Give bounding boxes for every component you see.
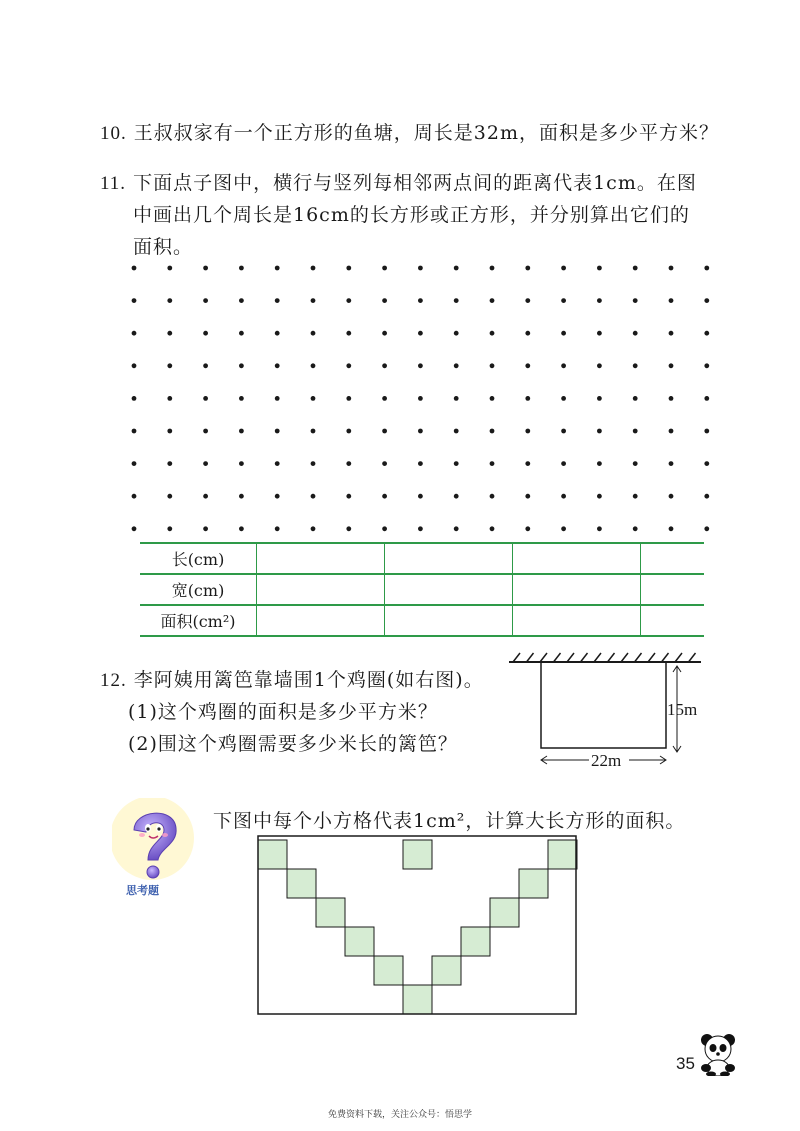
- row-label-width: 宽(cm): [140, 574, 257, 605]
- table-cell[interactable]: [257, 574, 385, 605]
- grid-dot[interactable]: [669, 526, 674, 531]
- grid-dot[interactable]: [203, 298, 208, 303]
- hatch-mark: [689, 653, 696, 662]
- hatch-mark: [608, 653, 615, 662]
- grid-dot[interactable]: [203, 429, 208, 434]
- problem-12: [100, 665, 484, 692]
- grid-dot[interactable]: [418, 298, 423, 303]
- table-cell[interactable]: [257, 605, 385, 636]
- grid-dot[interactable]: [239, 429, 244, 434]
- grid-dot[interactable]: [203, 396, 208, 401]
- grid-dot[interactable]: [561, 461, 566, 466]
- hatch-mark: [621, 653, 628, 662]
- grid-dot[interactable]: [669, 331, 674, 336]
- grid-dot[interactable]: [382, 429, 387, 434]
- panda-icon: [695, 1030, 741, 1076]
- grid-dot[interactable]: [275, 429, 280, 434]
- grid-dot[interactable]: [132, 331, 137, 336]
- grid-dot[interactable]: [275, 494, 280, 499]
- table-cell[interactable]: [512, 605, 640, 636]
- grid-dot[interactable]: [561, 494, 566, 499]
- grid-dot[interactable]: [167, 461, 172, 466]
- grid-dot[interactable]: [132, 298, 137, 303]
- grid-dot[interactable]: [525, 526, 530, 531]
- grid-dot[interactable]: [454, 526, 459, 531]
- table-cell[interactable]: [640, 543, 704, 574]
- grid-dot[interactable]: [311, 429, 316, 434]
- grid-dot[interactable]: [382, 331, 387, 336]
- grid-dot[interactable]: [311, 298, 316, 303]
- grid-dot[interactable]: [167, 266, 172, 271]
- grid-dot[interactable]: [669, 363, 674, 368]
- grid-dot[interactable]: [418, 429, 423, 434]
- problem-11-line1: 下面点子图中，横行与竖列每相邻两点间的距离代表1cm。在图: [133, 172, 697, 194]
- table-row: [140, 574, 704, 605]
- grid-dot[interactable]: [597, 363, 602, 368]
- grid-dot[interactable]: [597, 494, 602, 499]
- problem-12-sub2: (2)围这个鸡圈需要多少米长的篱笆？: [128, 733, 458, 755]
- grid-dot[interactable]: [239, 526, 244, 531]
- grid-dot[interactable]: [525, 461, 530, 466]
- grid-dot[interactable]: [239, 331, 244, 336]
- problem-12-text: 李阿姨用篱笆靠墙围1个鸡圈(如右图)。: [133, 669, 484, 691]
- shaded-squares: [258, 840, 577, 1014]
- grid-dot[interactable]: [704, 298, 709, 303]
- wall-hatching: [513, 653, 696, 662]
- grid-dot[interactable]: [132, 363, 137, 368]
- grid-dot[interactable]: [561, 396, 566, 401]
- grid-dot[interactable]: [167, 396, 172, 401]
- grid-dot[interactable]: [454, 396, 459, 401]
- grid-dot[interactable]: [311, 363, 316, 368]
- staircase-grid-figure: [250, 832, 585, 1017]
- grid-dot[interactable]: [490, 266, 495, 271]
- hatch-mark: [662, 653, 669, 662]
- grid-dot[interactable]: [490, 331, 495, 336]
- grid-dot[interactable]: [346, 331, 351, 336]
- grid-dot[interactable]: [525, 266, 530, 271]
- grid-dot[interactable]: [633, 429, 638, 434]
- table-row: [140, 543, 704, 574]
- grid-dot[interactable]: [633, 526, 638, 531]
- grid-dot[interactable]: [490, 396, 495, 401]
- grid-dot[interactable]: [597, 429, 602, 434]
- grid-dot[interactable]: [167, 331, 172, 336]
- grid-dot[interactable]: [418, 363, 423, 368]
- grid-dot[interactable]: [669, 266, 674, 271]
- hatch-mark: [540, 653, 547, 662]
- table-cell[interactable]: [640, 605, 704, 636]
- grid-dot[interactable]: [382, 298, 387, 303]
- unit-square: [258, 840, 287, 869]
- grid-dot[interactable]: [490, 526, 495, 531]
- grid-dot[interactable]: [525, 396, 530, 401]
- row-label-area: 面积(cm²): [140, 605, 257, 636]
- grid-dot[interactable]: [525, 298, 530, 303]
- grid-dot[interactable]: [167, 298, 172, 303]
- hatch-mark: [594, 653, 601, 662]
- grid-dot[interactable]: [203, 331, 208, 336]
- grid-dot[interactable]: [275, 266, 280, 271]
- table-cell[interactable]: [512, 574, 640, 605]
- grid-dot[interactable]: [275, 363, 280, 368]
- grid-dot[interactable]: [346, 266, 351, 271]
- grid-dot[interactable]: [275, 461, 280, 466]
- hatch-mark: [513, 653, 520, 662]
- grid-dot[interactable]: [454, 363, 459, 368]
- problem-12-number: 12.: [100, 670, 127, 691]
- grid-dot[interactable]: [669, 396, 674, 401]
- grid-dot[interactable]: [669, 494, 674, 499]
- grid-dot[interactable]: [132, 396, 137, 401]
- grid-dot[interactable]: [418, 526, 423, 531]
- grid-dot[interactable]: [346, 298, 351, 303]
- grid-dot[interactable]: [311, 331, 316, 336]
- grid-dot[interactable]: [239, 461, 244, 466]
- unit-square: [461, 927, 490, 956]
- grid-dot[interactable]: [275, 396, 280, 401]
- grid-dot[interactable]: [525, 429, 530, 434]
- grid-dot[interactable]: [561, 331, 566, 336]
- grid-dot[interactable]: [633, 266, 638, 271]
- grid-dot[interactable]: [525, 331, 530, 336]
- grid-dot[interactable]: [561, 526, 566, 531]
- grid-dot[interactable]: [454, 331, 459, 336]
- hatch-mark: [648, 653, 655, 662]
- grid-dot[interactable]: [454, 429, 459, 434]
- height-label: 15m: [667, 700, 698, 719]
- grid-dot[interactable]: [418, 494, 423, 499]
- grid-dot[interactable]: [382, 363, 387, 368]
- table-cell[interactable]: [384, 574, 512, 605]
- grid-dot[interactable]: [346, 396, 351, 401]
- grid-dot[interactable]: [311, 396, 316, 401]
- footer-note: 免费资料下载，关注公众号：悟思学: [327, 1110, 472, 1120]
- grid-dot[interactable]: [704, 331, 709, 336]
- unit-square: [432, 956, 461, 985]
- grid-dot[interactable]: [669, 298, 674, 303]
- grid-dot[interactable]: [704, 429, 709, 434]
- grid-dot[interactable]: [275, 526, 280, 531]
- grid-dot[interactable]: [704, 396, 709, 401]
- grid-dot[interactable]: [633, 494, 638, 499]
- grid-dot[interactable]: [275, 298, 280, 303]
- grid-dot[interactable]: [454, 298, 459, 303]
- grid-dot[interactable]: [454, 266, 459, 271]
- grid-dot[interactable]: [382, 461, 387, 466]
- unit-square: [548, 840, 577, 869]
- grid-dot[interactable]: [132, 494, 137, 499]
- grid-dot[interactable]: [382, 266, 387, 271]
- grid-dot[interactable]: [561, 298, 566, 303]
- unit-square: [490, 898, 519, 927]
- grid-dot[interactable]: [203, 363, 208, 368]
- grid-dot[interactable]: [490, 461, 495, 466]
- unit-square: [403, 840, 432, 869]
- problem-11: [100, 168, 697, 195]
- grid-dot[interactable]: [203, 461, 208, 466]
- table-cell[interactable]: [512, 543, 640, 574]
- problem-10-number: 10.: [100, 123, 127, 144]
- question-mascot-icon: [112, 798, 202, 906]
- table-cell[interactable]: [384, 605, 512, 636]
- grid-dot[interactable]: [167, 429, 172, 434]
- grid-dot[interactable]: [525, 363, 530, 368]
- unit-square: [403, 985, 432, 1014]
- grid-dot[interactable]: [704, 494, 709, 499]
- grid-dot[interactable]: [203, 266, 208, 271]
- unit-square: [374, 956, 403, 985]
- grid-dot[interactable]: [633, 298, 638, 303]
- hatch-mark: [675, 653, 682, 662]
- grid-dot[interactable]: [346, 363, 351, 368]
- grid-dot[interactable]: [633, 461, 638, 466]
- dot-grid[interactable]: [128, 262, 718, 532]
- results-table: [140, 542, 704, 637]
- table-cell[interactable]: [257, 543, 385, 574]
- problem-11-number: 11.: [100, 173, 127, 194]
- grid-dot[interactable]: [418, 461, 423, 466]
- grid-dot[interactable]: [490, 429, 495, 434]
- grid-dot[interactable]: [167, 494, 172, 499]
- grid-dot[interactable]: [346, 429, 351, 434]
- grid-dot[interactable]: [239, 266, 244, 271]
- grid-dot[interactable]: [561, 266, 566, 271]
- grid-dot[interactable]: [382, 396, 387, 401]
- grid-dot[interactable]: [633, 396, 638, 401]
- grid-dot[interactable]: [346, 494, 351, 499]
- grid-dot[interactable]: [311, 494, 316, 499]
- grid-dot[interactable]: [346, 461, 351, 466]
- grid-dot[interactable]: [132, 429, 137, 434]
- unit-square: [287, 869, 316, 898]
- grid-dot[interactable]: [167, 363, 172, 368]
- grid-dot[interactable]: [239, 396, 244, 401]
- hatch-mark: [581, 653, 588, 662]
- grid-dot[interactable]: [346, 526, 351, 531]
- grid-dot[interactable]: [454, 494, 459, 499]
- grid-dot[interactable]: [669, 461, 674, 466]
- grid-dot[interactable]: [239, 363, 244, 368]
- grid-dot[interactable]: [597, 396, 602, 401]
- grid-dot[interactable]: [418, 266, 423, 271]
- coop-diagram: [505, 648, 720, 778]
- table-row: [140, 605, 704, 636]
- grid-dot[interactable]: [382, 526, 387, 531]
- grid-dot[interactable]: [525, 494, 530, 499]
- grid-dot[interactable]: [704, 266, 709, 271]
- hatch-mark: [527, 653, 534, 662]
- width-label: 22m: [591, 751, 622, 770]
- grid-dot[interactable]: [311, 461, 316, 466]
- grid-dot[interactable]: [490, 494, 495, 499]
- grid-dot[interactable]: [275, 331, 280, 336]
- grid-dot[interactable]: [597, 526, 602, 531]
- grid-dot[interactable]: [132, 266, 137, 271]
- grid-dot[interactable]: [382, 494, 387, 499]
- problem-12-sub1: (1)这个鸡圈的面积是多少平方米？: [128, 701, 438, 723]
- hatch-mark: [635, 653, 642, 662]
- grid-dot[interactable]: [669, 429, 674, 434]
- grid-dot[interactable]: [490, 298, 495, 303]
- grid-dot[interactable]: [203, 526, 208, 531]
- grid-dot[interactable]: [311, 266, 316, 271]
- grid-dot[interactable]: [633, 363, 638, 368]
- grid-dot[interactable]: [167, 526, 172, 531]
- unit-square: [345, 927, 374, 956]
- grid-dot[interactable]: [704, 526, 709, 531]
- grid-dot[interactable]: [597, 298, 602, 303]
- grid-dot[interactable]: [561, 429, 566, 434]
- grid-dot[interactable]: [704, 461, 709, 466]
- problem-10: [100, 118, 719, 145]
- problem-11-line3: 面积。: [133, 236, 194, 258]
- grid-dot[interactable]: [561, 363, 566, 368]
- unit-square: [316, 898, 345, 927]
- grid-dot[interactable]: [454, 461, 459, 466]
- problem-10-text: 王叔叔家有一个正方形的鱼塘，周长是32m，面积是多少平方米？: [133, 122, 719, 144]
- page-number: 35: [676, 1054, 695, 1073]
- unit-square: [519, 869, 548, 898]
- hatch-mark: [567, 653, 574, 662]
- grid-dot[interactable]: [597, 461, 602, 466]
- problem-11-line2: 中画出几个周长是16cm的长方形或正方形，并分别算出它们的: [133, 204, 690, 226]
- grid-dot[interactable]: [418, 331, 423, 336]
- table-cell[interactable]: [384, 543, 512, 574]
- thinking-badge-label: 思考题: [126, 884, 159, 897]
- fence-outline: [541, 662, 666, 748]
- thinking-question-text: 下图中每个小方格代表1cm²，计算大长方形的面积。: [213, 810, 686, 832]
- grid-dot[interactable]: [597, 331, 602, 336]
- grid-dot[interactable]: [311, 526, 316, 531]
- row-label-length: 长(cm): [140, 543, 257, 574]
- grid-dot[interactable]: [239, 298, 244, 303]
- grid-dot[interactable]: [239, 494, 244, 499]
- grid-dot[interactable]: [418, 396, 423, 401]
- grid-dot[interactable]: [633, 331, 638, 336]
- grid-dot[interactable]: [132, 526, 137, 531]
- table-cell[interactable]: [640, 574, 704, 605]
- grid-dot[interactable]: [490, 363, 495, 368]
- grid-dot[interactable]: [597, 266, 602, 271]
- hatch-mark: [554, 653, 561, 662]
- grid-dot[interactable]: [203, 494, 208, 499]
- grid-dot[interactable]: [704, 363, 709, 368]
- grid-dot[interactable]: [132, 461, 137, 466]
